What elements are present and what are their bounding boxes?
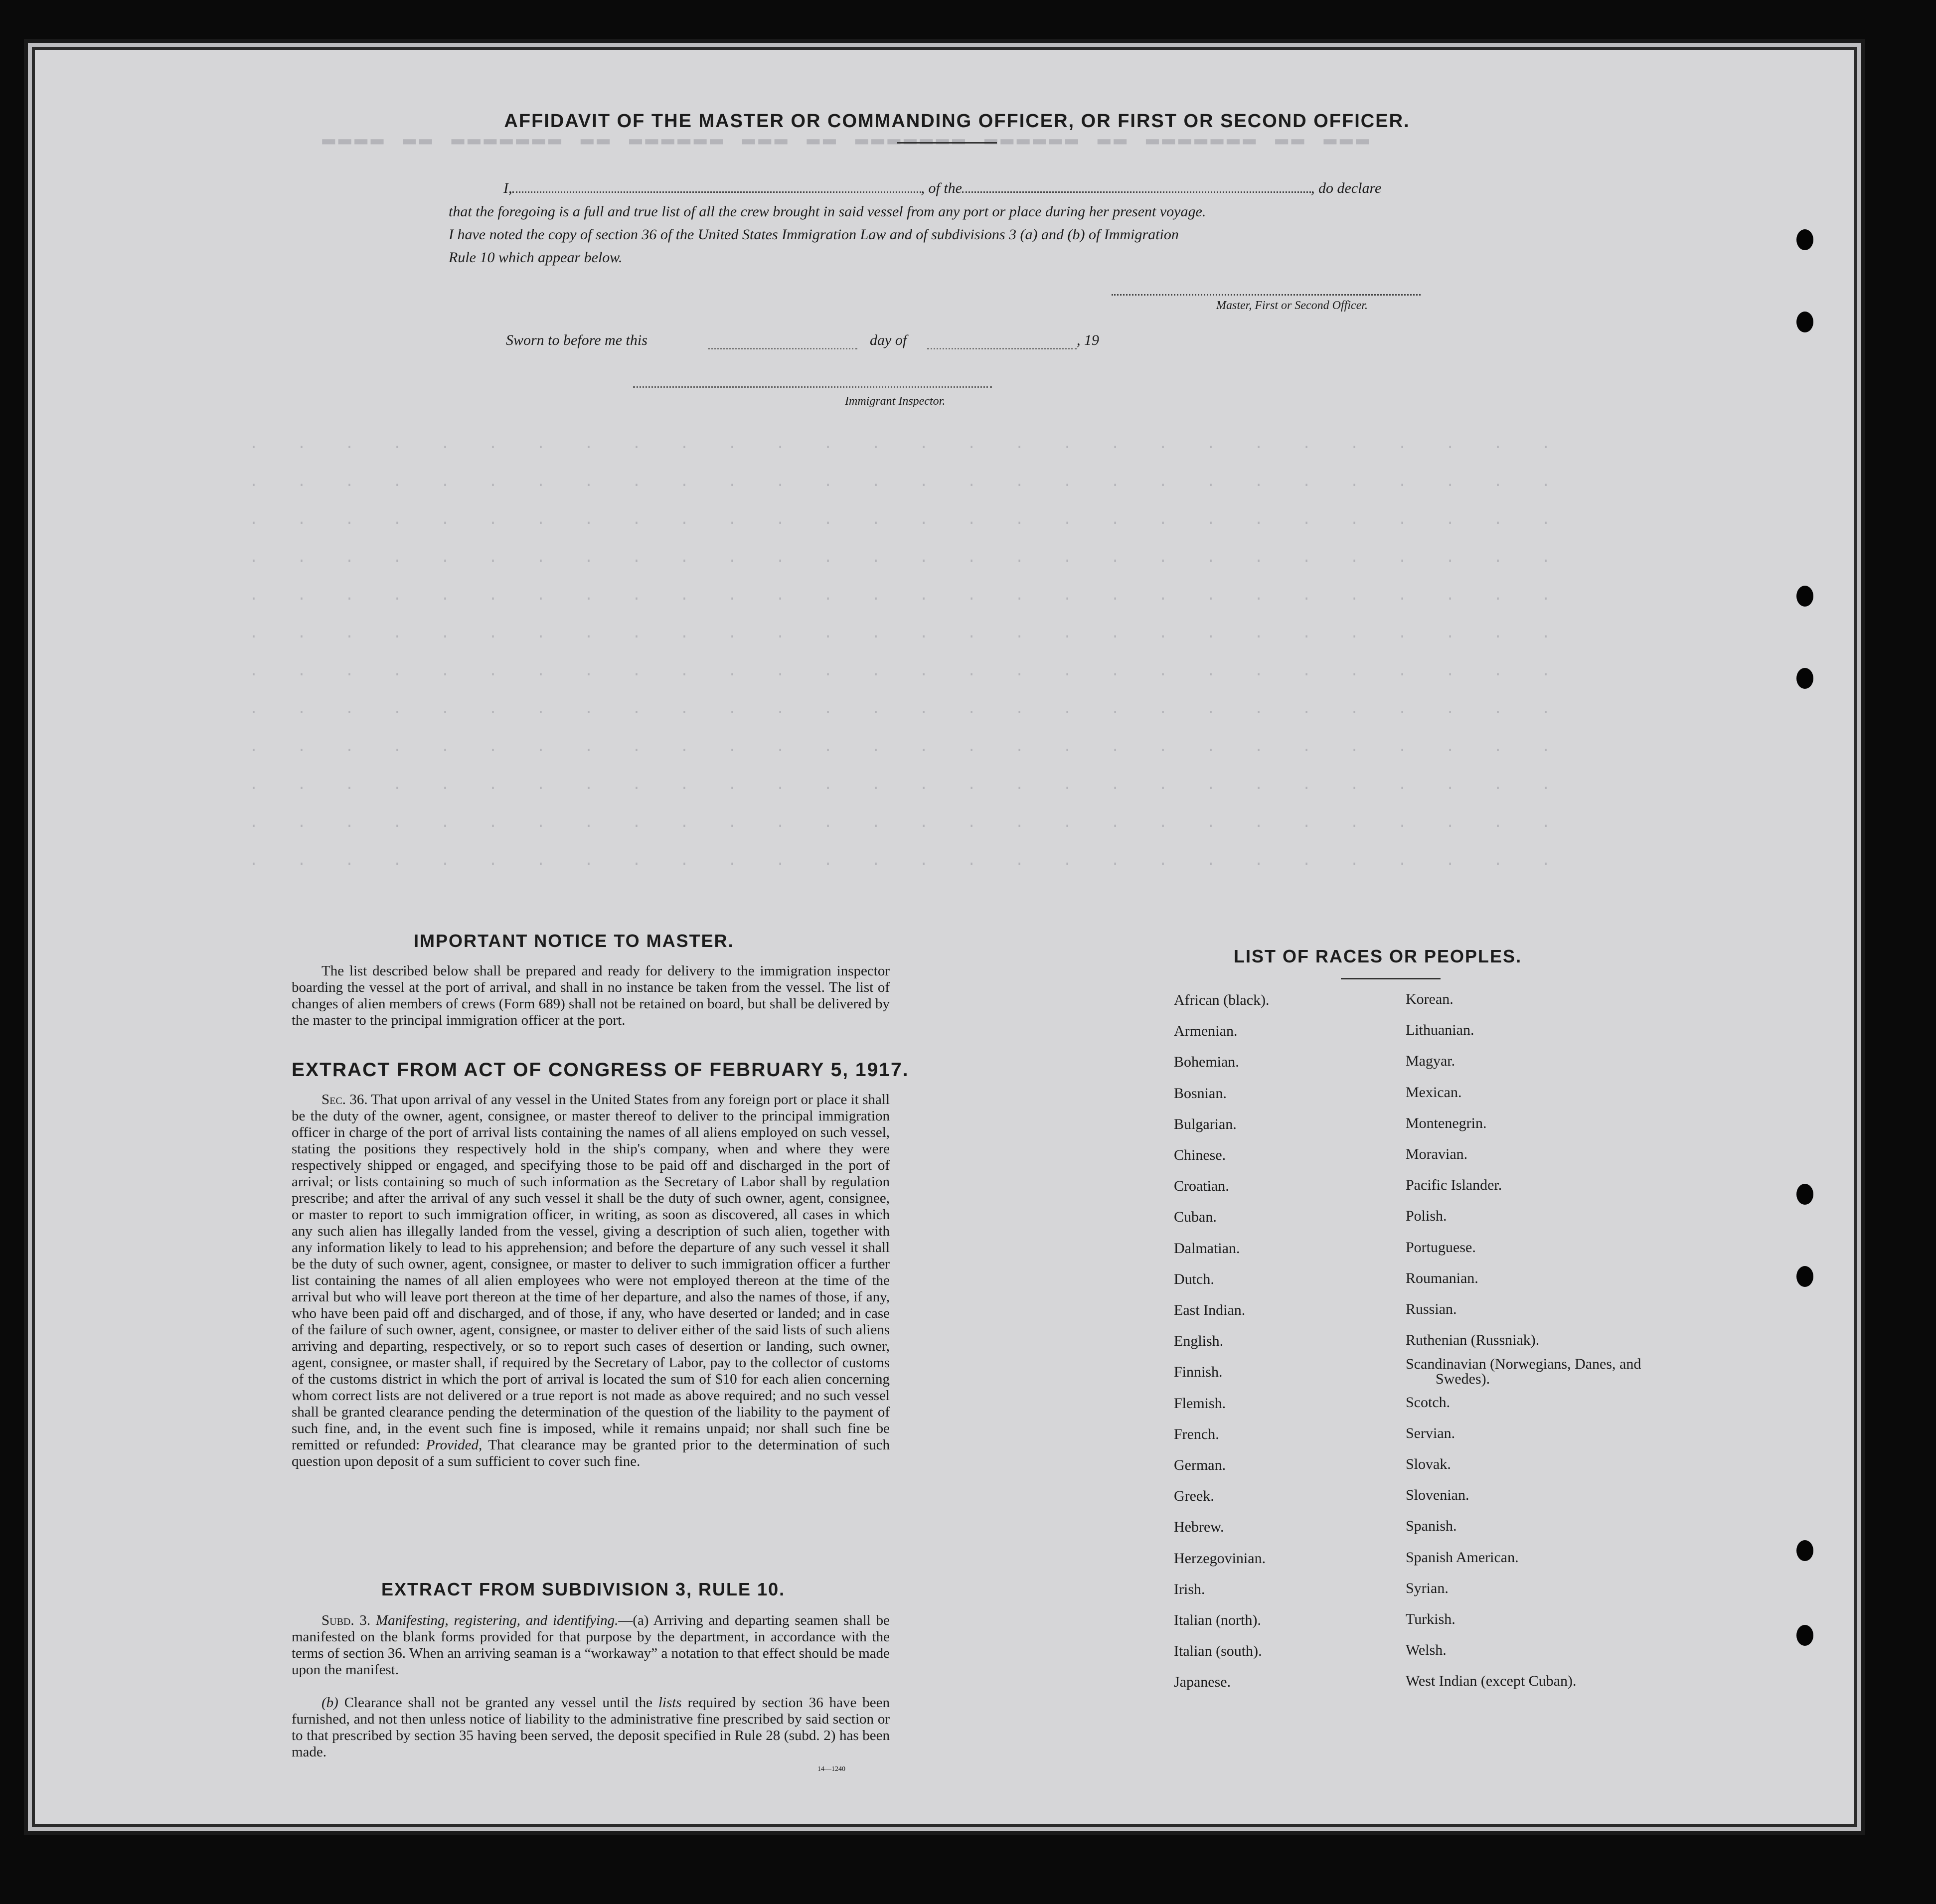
race-item: Slovak. (1406, 1456, 1451, 1472)
race-item: Bosnian. (1174, 1085, 1227, 1102)
form-number: 14—1240 (817, 1765, 845, 1773)
rule-extract-para-b (292, 1695, 890, 1760)
subd-label: Subd. 3. (322, 1612, 371, 1628)
race-item: Montenegrin. (1406, 1114, 1487, 1131)
race-item: Slovenian. (1406, 1487, 1469, 1504)
race-item: Dalmatian. (1174, 1240, 1240, 1257)
declaration-line-4: Rule 10 which appear below. (449, 249, 623, 266)
race-item: Spanish. (1406, 1518, 1457, 1535)
do-declare-label: , do declare (1311, 180, 1382, 196)
declarant-name-field[interactable] (512, 191, 921, 193)
race-item: Turkish. (1406, 1611, 1455, 1627)
sworn-day-field[interactable] (708, 348, 857, 349)
race-item: Scandinavian (Norwegians, Danes, and Swedes). (1406, 1356, 1641, 1388)
punch-hole (1796, 668, 1813, 689)
race-item: Flemish. (1174, 1395, 1226, 1412)
notice-title: IMPORTANT NOTICE TO MASTER. (414, 931, 734, 951)
race-item: Armenian. (1174, 1023, 1238, 1040)
sworn-prefix: Sworn to before me this (506, 332, 647, 348)
punch-hole (1796, 1266, 1813, 1287)
race-item: Mexican. (1406, 1084, 1462, 1101)
race-item: Roumanian. (1406, 1269, 1478, 1286)
race-item: Welsh. (1406, 1642, 1447, 1659)
race-item: Magyar. (1406, 1053, 1455, 1070)
notice-body: The list described below shall be prepared and ready for delivery to the immigration inspector boarding the vessel at the port of arrival, and shall in no instance be taken from the vessel. The list of changes of alien members of crews (Form 689) shall not be retained on board, but shall be delivered by the master to the principal immigration officer at the port. (292, 963, 890, 1028)
declaration-line-2: that the foregoing is a full and true list of all the crew brought in said vessel from any port or place during her present voyage. (449, 203, 1206, 220)
master-signature-caption: Master, First or Second Officer. (1216, 299, 1368, 312)
race-item: Japanese. (1174, 1674, 1231, 1691)
bleed-through-rows: · · · · · · · · · · · · · · · · · · · · · · · · · · · · · · · · · · · · · · · · · · · · · · · · · · · · · · · · · · · · · · · · · · · · · · · · · · · · · · · · · · · · · · · · · · · · · · · · · · · · · · · · · · · · · · · · · · · · · · · · · · · · · · · · · · · · · · · · · · · · · · · · · · · · · · · · · · · · · · · · · · · · · · · · · · · · · · · · · · · · · · · · · · · · · · · · · · · · · · · · · · · · · · · · · · · · · · · · · · · · · · · · · · · · · · · · · · · · · · · · · · · · · · · · · · · · · · · · · · · · · · · · · · · · · · · · · · · · · · · · · · · · · · · · · · · · · · · · · · · · · · · · · · · · · · · · · · · · · · · · · · · · · · · · · · · · · · · · (249, 439, 1566, 873)
declaration-line-3: I have noted the copy of section 36 of the United States Immigration Law and of subdivisions 3 (a) and (b) of Immigration (449, 226, 1179, 243)
vessel-name-field[interactable] (962, 191, 1311, 193)
race-item: Croatian. (1174, 1178, 1229, 1195)
punch-hole (1796, 1540, 1813, 1561)
punch-hole (1796, 312, 1813, 332)
race-item: Italian (south). (1174, 1643, 1262, 1660)
declarant-i: I, (503, 180, 512, 196)
provided-label: Provided, (426, 1437, 483, 1453)
race-item: Bohemian. (1174, 1054, 1239, 1071)
race-item: Italian (north). (1174, 1612, 1261, 1628)
race-item: Moravian. (1406, 1146, 1468, 1162)
race-item: African (black). (1174, 992, 1270, 1008)
para-b-text-2: required by section 36 have been furnished, and not then unless notice of liability to the administrative fine prescribed by said section or to that prescribed by section 35 having been served, the deposit specified in Rule 28 (subd. 2) has been made. (292, 1695, 890, 1760)
declaration-line-1 (503, 177, 1451, 200)
race-item: Cuban. (1174, 1209, 1217, 1226)
race-item: French. (1174, 1426, 1219, 1442)
race-item: Finnish. (1174, 1364, 1223, 1381)
act-extract-body (292, 1092, 890, 1470)
race-item: Bulgarian. (1174, 1115, 1237, 1132)
races-title: LIST OF RACES OR PEOPLES. (1234, 946, 1522, 966)
affidavit-title: AFFIDAVIT OF THE MASTER OR COMMANDING OFFICER, OR FIRST OR SECOND OFFICER. (504, 111, 1410, 132)
section-36-end: That clearance may be granted prior to the determination of such question upon deposit of a sum sufficient to cover such fine. (292, 1437, 890, 1469)
punch-hole (1796, 229, 1813, 250)
master-signature-line[interactable] (1112, 294, 1421, 296)
race-item: West Indian (except Cuban). (1406, 1673, 1577, 1690)
inspector-signature-line[interactable] (633, 386, 992, 388)
race-item: Syrian. (1406, 1580, 1449, 1596)
race-item: Greek. (1174, 1488, 1214, 1505)
para-b-text-1: Clearance shall not be granted any vessel until the (344, 1695, 652, 1711)
race-item: Lithuanian. (1406, 1022, 1474, 1039)
inspector-caption: Immigrant Inspector. (845, 395, 946, 408)
of-the-label: , of the (921, 180, 962, 196)
race-item: English. (1174, 1333, 1224, 1350)
race-item: Korean. (1406, 991, 1453, 1007)
race-item: Spanish American. (1406, 1549, 1519, 1566)
race-item: Chinese. (1174, 1147, 1226, 1163)
race-item: Irish. (1174, 1581, 1205, 1597)
race-item: Pacific Islander. (1406, 1177, 1502, 1194)
race-item: Russian. (1406, 1301, 1457, 1317)
section-label: Sec. 36. (322, 1092, 368, 1108)
race-item: German. (1174, 1457, 1226, 1473)
title-rule (897, 142, 997, 144)
race-item: Portuguese. (1406, 1239, 1476, 1256)
race-item: Polish. (1406, 1208, 1447, 1225)
para-b-label: (b) (322, 1695, 338, 1711)
punch-hole (1796, 1184, 1813, 1205)
sworn-month-field[interactable] (927, 348, 1077, 349)
punch-hole (1796, 586, 1813, 607)
race-item: Ruthenian (Russniak). (1406, 1332, 1540, 1349)
rule-extract-para-a (292, 1612, 890, 1678)
race-item: Hebrew. (1174, 1519, 1224, 1536)
sworn-day-label: day of (870, 332, 907, 348)
races-title-rule (1341, 978, 1441, 979)
race-item: Herzegovinian. (1174, 1550, 1266, 1567)
act-extract-title: EXTRACT FROM ACT OF CONGRESS OF FEBRUARY 5, 1917. (292, 1059, 909, 1081)
race-item: Servian. (1406, 1425, 1455, 1441)
race-item: East Indian. (1174, 1302, 1246, 1318)
rule-extract-title: EXTRACT FROM SUBDIVISION 3, RULE 10. (381, 1579, 786, 1599)
race-item: Dutch. (1174, 1270, 1214, 1287)
sworn-year-label: , 19 (1077, 332, 1099, 348)
section-36-text: That upon arrival of any vessel in the United States from any foreign port or place it shall be the duty of the owner, agent, consignee, or master thereof to deliver to the principal immigration officer in charge of the port of arrival lists containing the names of all aliens employed on such vessel, stating the positions they respectively hold in the ship's company, when and where they were respectively shipped or engaged, and specifying those to be paid off and discharged in the port of arrival; or lists containing so much of such information as the Secretary of Labor shall by regulation prescribe; and after the arrival of any such vessel it shall be the duty of such owner, agent, consignee, or master to report to such immigration officer, in writing, as soon as discovered, all cases in which any such alien has illegally landed from the vessel, giving a description of such alien, together with any information likely to lead to his apprehension; and before the departure of any such vessel it shall be the duty of such owner, agent, consignee, or master to deliver to such immigration officer a further list containing the names of all alien employees who were not employed thereon at the time of the arrival but who will leave port thereon at the time of her departure, and also the names of those, if any, who have been paid off and discharged, and of those, if any, who have deserted or landed; and in case of the failure of such owner, agent, consignee, or master to deliver either of the said lists of such aliens arriving and departing, respectively, or so to report such cases of desertion or landing, such owner, agent, consignee, or master shall, if required by the Secretary of Labor, pay to the collector of customs of the customs district in which the port of arrival is located the sum of $10 for each alien concerning whom correct lists are not delivered or a true report is not made as above required; and no such vessel shall be granted clearance pending the determination of the question of the liability to the payment of such fine, and, in the event such fine is imposed, while it remains unpaid; nor shall such fine be remitted or refunded: (292, 1092, 890, 1453)
para-a-text: —(a) Arriving and departing seamen shall be manifested on the blank forms provided for that purpose by the department, in accordance with the terms of section 36. When an arriving seaman is a “workaway” a notation to that effect should be made upon the manifest. (292, 1612, 890, 1678)
punch-hole (1796, 1625, 1813, 1646)
para-b-lists: lists (658, 1695, 682, 1711)
race-item: Scotch. (1406, 1394, 1451, 1411)
bleed-through-heading: ▬▬▬ ▬▬ ▬▬▬▬▬▬▬ ▬▬ ▬▬▬▬▬▬ ▬▬▬▬▬▬▬ ▬▬ ▬▬▬ ▬▬▬▬▬▬ ▬▬ ▬▬▬▬▬▬▬ ▬▬ ▬▬▬▬ (319, 127, 1369, 152)
page-edge-bottom (40, 1824, 1849, 1834)
subd-heading: Manifesting, registering, and identifying. (375, 1612, 619, 1628)
